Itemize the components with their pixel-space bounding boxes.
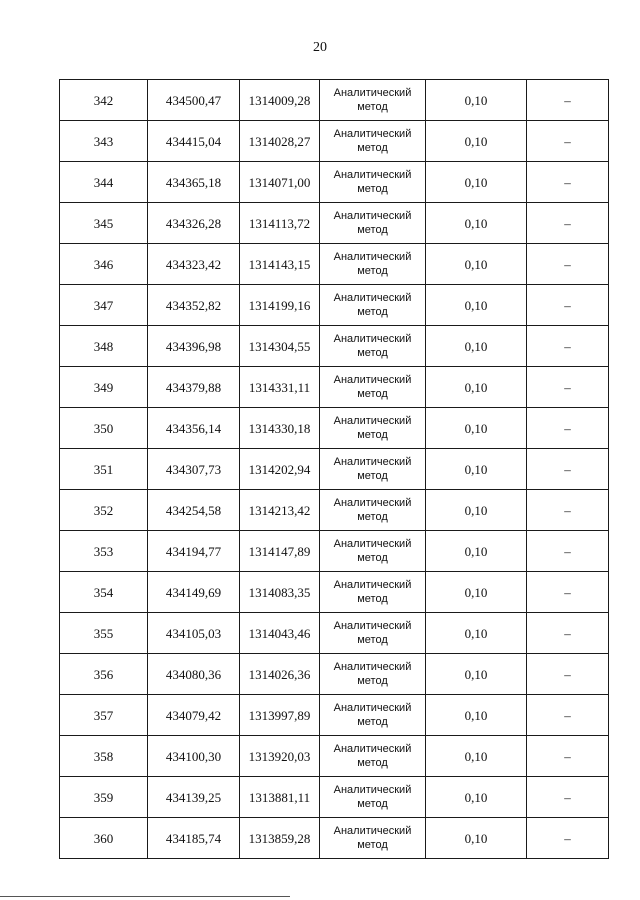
point-number-cell: 346 (60, 244, 148, 285)
accuracy-cell: 0,10 (426, 777, 527, 818)
x-coordinate-cell: 434323,42 (148, 244, 240, 285)
point-number-cell: 347 (60, 285, 148, 326)
x-coordinate-cell: 434396,98 (148, 326, 240, 367)
x-coordinate-cell: 434139,25 (148, 777, 240, 818)
accuracy-cell: 0,10 (426, 572, 527, 613)
y-coordinate-cell: 1314202,94 (240, 449, 320, 490)
y-coordinate-cell: 1314028,27 (240, 121, 320, 162)
accuracy-cell: 0,10 (426, 244, 527, 285)
y-coordinate-cell: 1313997,89 (240, 695, 320, 736)
note-cell: – (527, 162, 609, 203)
note-cell: – (527, 531, 609, 572)
note-cell: – (527, 736, 609, 777)
table-body (60, 80, 609, 859)
accuracy-cell: 0,10 (426, 285, 527, 326)
point-number-cell: 350 (60, 408, 148, 449)
x-coordinate-cell: 434105,03 (148, 613, 240, 654)
table-row (60, 572, 609, 613)
note-cell: – (527, 244, 609, 285)
y-coordinate-cell: 1314083,35 (240, 572, 320, 613)
y-coordinate-cell: 1314113,72 (240, 203, 320, 244)
table-row (60, 80, 609, 121)
coordinates-table (59, 79, 609, 859)
method-cell: Аналитический метод (320, 613, 426, 654)
x-coordinate-cell: 434254,58 (148, 490, 240, 531)
method-cell: Аналитический метод (320, 818, 426, 859)
table-row (60, 162, 609, 203)
y-coordinate-cell: 1314043,46 (240, 613, 320, 654)
point-number-cell: 342 (60, 80, 148, 121)
accuracy-cell: 0,10 (426, 695, 527, 736)
accuracy-cell: 0,10 (426, 654, 527, 695)
x-coordinate-cell: 434307,73 (148, 449, 240, 490)
point-number-cell: 345 (60, 203, 148, 244)
method-cell: Аналитический метод (320, 777, 426, 818)
y-coordinate-cell: 1313920,03 (240, 736, 320, 777)
y-coordinate-cell: 1314147,89 (240, 531, 320, 572)
note-cell: – (527, 449, 609, 490)
y-coordinate-cell: 1314199,16 (240, 285, 320, 326)
method-cell: Аналитический метод (320, 695, 426, 736)
x-coordinate-cell: 434500,47 (148, 80, 240, 121)
table-row (60, 326, 609, 367)
note-cell: – (527, 572, 609, 613)
table-row (60, 531, 609, 572)
point-number-cell: 344 (60, 162, 148, 203)
note-cell: – (527, 203, 609, 244)
note-cell: – (527, 490, 609, 531)
method-cell: Аналитический метод (320, 736, 426, 777)
method-cell: Аналитический метод (320, 326, 426, 367)
method-cell: Аналитический метод (320, 285, 426, 326)
method-cell: Аналитический метод (320, 654, 426, 695)
x-coordinate-cell: 434080,36 (148, 654, 240, 695)
accuracy-cell: 0,10 (426, 613, 527, 654)
note-cell: – (527, 818, 609, 859)
method-cell: Аналитический метод (320, 408, 426, 449)
y-coordinate-cell: 1314330,18 (240, 408, 320, 449)
y-coordinate-cell: 1314213,42 (240, 490, 320, 531)
accuracy-cell: 0,10 (426, 818, 527, 859)
table-row (60, 121, 609, 162)
table-row (60, 736, 609, 777)
bottom-rule (0, 896, 290, 897)
point-number-cell: 356 (60, 654, 148, 695)
table-row (60, 367, 609, 408)
point-number-cell: 352 (60, 490, 148, 531)
accuracy-cell: 0,10 (426, 326, 527, 367)
method-cell: Аналитический метод (320, 449, 426, 490)
accuracy-cell: 0,10 (426, 80, 527, 121)
point-number-cell: 354 (60, 572, 148, 613)
table-row (60, 654, 609, 695)
x-coordinate-cell: 434352,82 (148, 285, 240, 326)
point-number-cell: 358 (60, 736, 148, 777)
table-row (60, 613, 609, 654)
accuracy-cell: 0,10 (426, 449, 527, 490)
y-coordinate-cell: 1314143,15 (240, 244, 320, 285)
method-cell: Аналитический метод (320, 80, 426, 121)
x-coordinate-cell: 434415,04 (148, 121, 240, 162)
table-row (60, 244, 609, 285)
method-cell: Аналитический метод (320, 203, 426, 244)
x-coordinate-cell: 434365,18 (148, 162, 240, 203)
accuracy-cell: 0,10 (426, 736, 527, 777)
y-coordinate-cell: 1314026,36 (240, 654, 320, 695)
accuracy-cell: 0,10 (426, 203, 527, 244)
coordinates-table-container (59, 79, 609, 859)
accuracy-cell: 0,10 (426, 367, 527, 408)
x-coordinate-cell: 434379,88 (148, 367, 240, 408)
x-coordinate-cell: 434100,30 (148, 736, 240, 777)
table-row (60, 490, 609, 531)
point-number-cell: 360 (60, 818, 148, 859)
point-number-cell: 359 (60, 777, 148, 818)
x-coordinate-cell: 434194,77 (148, 531, 240, 572)
note-cell: – (527, 408, 609, 449)
method-cell: Аналитический метод (320, 531, 426, 572)
y-coordinate-cell: 1314331,11 (240, 367, 320, 408)
point-number-cell: 353 (60, 531, 148, 572)
table-row (60, 777, 609, 818)
note-cell: – (527, 695, 609, 736)
table-row (60, 408, 609, 449)
method-cell: Аналитический метод (320, 244, 426, 285)
note-cell: – (527, 613, 609, 654)
page-number: 20 (313, 40, 327, 55)
accuracy-cell: 0,10 (426, 162, 527, 203)
method-cell: Аналитический метод (320, 572, 426, 613)
x-coordinate-cell: 434149,69 (148, 572, 240, 613)
table-row (60, 695, 609, 736)
x-coordinate-cell: 434079,42 (148, 695, 240, 736)
point-number-cell: 357 (60, 695, 148, 736)
note-cell: – (527, 121, 609, 162)
table-row (60, 449, 609, 490)
note-cell: – (527, 367, 609, 408)
x-coordinate-cell: 434356,14 (148, 408, 240, 449)
accuracy-cell: 0,10 (426, 490, 527, 531)
point-number-cell: 343 (60, 121, 148, 162)
note-cell: – (527, 285, 609, 326)
method-cell: Аналитический метод (320, 162, 426, 203)
table-row (60, 203, 609, 244)
accuracy-cell: 0,10 (426, 121, 527, 162)
table-row (60, 818, 609, 859)
x-coordinate-cell: 434326,28 (148, 203, 240, 244)
accuracy-cell: 0,10 (426, 408, 527, 449)
y-coordinate-cell: 1314009,28 (240, 80, 320, 121)
point-number-cell: 351 (60, 449, 148, 490)
method-cell: Аналитический метод (320, 367, 426, 408)
y-coordinate-cell: 1314071,00 (240, 162, 320, 203)
point-number-cell: 349 (60, 367, 148, 408)
y-coordinate-cell: 1314304,55 (240, 326, 320, 367)
note-cell: – (527, 80, 609, 121)
point-number-cell: 348 (60, 326, 148, 367)
point-number-cell: 355 (60, 613, 148, 654)
accuracy-cell: 0,10 (426, 531, 527, 572)
method-cell: Аналитический метод (320, 490, 426, 531)
note-cell: – (527, 654, 609, 695)
note-cell: – (527, 326, 609, 367)
note-cell: – (527, 777, 609, 818)
method-cell: Аналитический метод (320, 121, 426, 162)
x-coordinate-cell: 434185,74 (148, 818, 240, 859)
table-row (60, 285, 609, 326)
y-coordinate-cell: 1313881,11 (240, 777, 320, 818)
y-coordinate-cell: 1313859,28 (240, 818, 320, 859)
